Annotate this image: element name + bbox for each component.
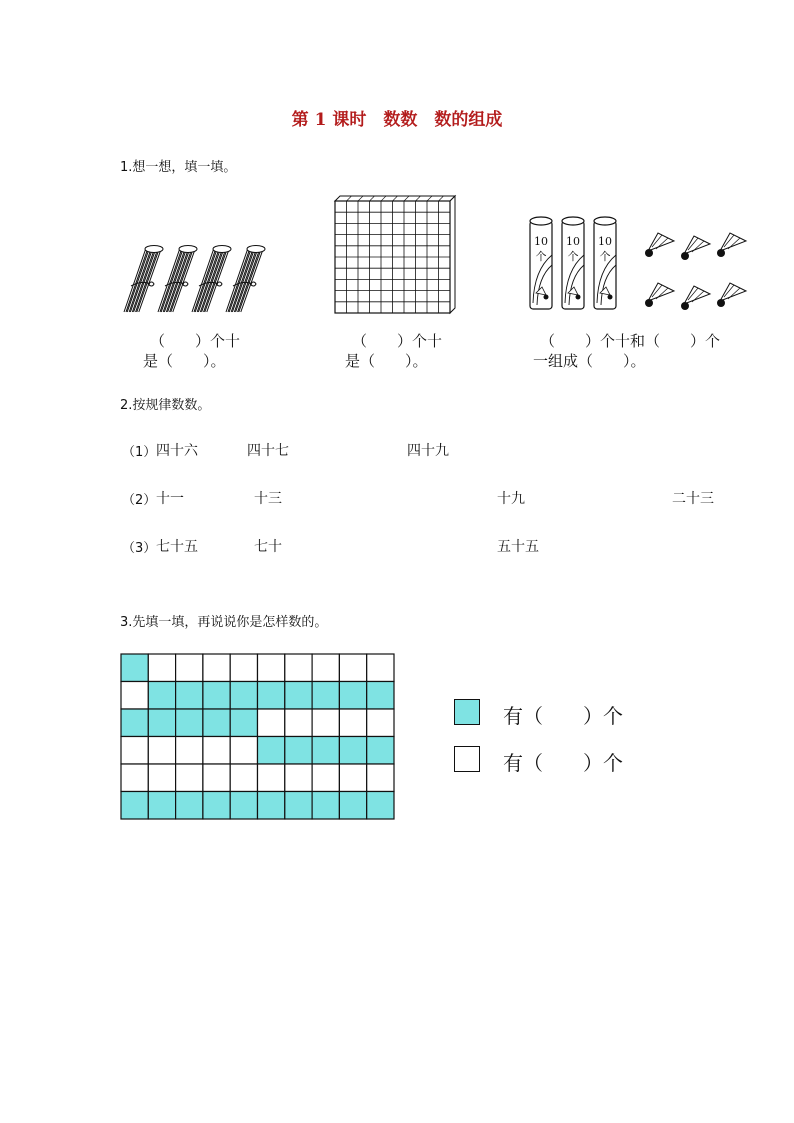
grid-cell-white (203, 764, 230, 792)
grid-cell-white (285, 764, 312, 792)
sequence-1-item: 四十六 (156, 443, 198, 459)
grid-cell-white (203, 654, 230, 682)
grid-cell-colored (121, 792, 148, 820)
grid-cell-white (176, 654, 203, 682)
grid-cell-colored (339, 682, 366, 710)
shuttlecock-tube (530, 217, 552, 309)
grid-cell-colored (176, 792, 203, 820)
grid-cell-colored (312, 682, 339, 710)
q1-caption-2-line-1: （ ）个十 (352, 332, 443, 350)
grid-cell-white (121, 682, 148, 710)
counting-grid (120, 653, 395, 821)
grid-cell-colored (176, 682, 203, 710)
grid-cell-colored (230, 709, 257, 737)
shuttlecock-icon (717, 233, 746, 257)
grid-cell-colored (258, 682, 285, 710)
grid-cell-colored (312, 737, 339, 765)
grid-cell-white (258, 709, 285, 737)
grid-cell-colored (176, 709, 203, 737)
grid-cell-white (339, 709, 366, 737)
grid-cell-colored (285, 682, 312, 710)
sequence-3-label: （3） (122, 541, 157, 556)
sequence-1-item: 四十七 (247, 443, 289, 459)
hundred-block (335, 196, 455, 313)
grid-cell-colored (230, 792, 257, 820)
grid-cell-white (367, 709, 394, 737)
sequence-2-item: 二十三 (672, 491, 714, 507)
q1-caption-2-line-2: 是（ ）。 (345, 352, 428, 370)
shuttlecock-icon (717, 283, 746, 307)
grid-cell-white (230, 654, 257, 682)
sequence-3-item: 五十五 (497, 539, 539, 555)
grid-cell-white (312, 709, 339, 737)
grid-cell-white (367, 654, 394, 682)
stick-bundles-illustration (118, 240, 268, 320)
legend-white-text: 有（ ）个 (503, 751, 623, 775)
tube-label-number: 10 (534, 235, 548, 248)
question-3-heading: 3.先填一填，再说说你是怎样数的。 (120, 615, 328, 630)
sequence-2-item: 十三 (254, 491, 282, 507)
sequence-1-label: （1） (122, 445, 157, 460)
grid-cell-white (258, 654, 285, 682)
loose-shuttlecocks-illustration (638, 228, 753, 313)
q1-caption-1-line-1: （ ）个十 (150, 332, 241, 350)
grid-cell-white (285, 654, 312, 682)
question-2-heading: 2.按规律数数。 (120, 398, 211, 413)
q1-caption-3-line-1: （ ）个十和（ ）个 (540, 332, 721, 350)
grid-cell-colored (121, 654, 148, 682)
grid-cell-colored (148, 792, 175, 820)
question-1-heading: 1.想一想，填一填。 (120, 160, 237, 175)
grid-cell-colored (203, 682, 230, 710)
sequence-2-item: 十一 (156, 491, 184, 507)
legend-colored-text: 有（ ）个 (503, 704, 623, 728)
tube-label-unit: 个 (535, 250, 547, 263)
shuttlecock-icon (681, 236, 710, 260)
sequence-1-item: 四十九 (407, 443, 449, 459)
grid-cell-colored (148, 682, 175, 710)
shuttlecock-tube (562, 217, 584, 309)
tube-label-unit: 个 (599, 250, 611, 263)
grid-cell-colored (203, 792, 230, 820)
stick-bundle (226, 246, 265, 313)
grid-cell-colored (258, 737, 285, 765)
grid-cell-colored (258, 792, 285, 820)
grid-cell-colored (121, 709, 148, 737)
grid-cell-colored (367, 792, 394, 820)
tube-label-number: 10 (566, 235, 580, 248)
grid-cell-white (176, 764, 203, 792)
grid-cell-white (312, 764, 339, 792)
grid-cell-colored (339, 737, 366, 765)
grid-cell-colored (203, 709, 230, 737)
grid-cell-colored (285, 792, 312, 820)
shuttlecock-icon (645, 283, 674, 307)
shuttlecock-icon (645, 233, 674, 257)
grid-cell-colored (230, 682, 257, 710)
q1-caption-3-line-2: 一组成（ ）。 (533, 352, 646, 370)
grid-cell-colored (148, 709, 175, 737)
page-title: 第 1 课时 数数 数的组成 (291, 110, 503, 130)
legend-colored-square (454, 699, 480, 725)
shuttlecock-tubes-illustration (528, 215, 648, 315)
grid-cell-white (339, 654, 366, 682)
grid-cell-white (230, 737, 257, 765)
shuttlecock-icon (681, 286, 710, 310)
sequence-3-item: 七十 (254, 539, 282, 555)
grid-cell-white (148, 737, 175, 765)
sequence-2-item: 十九 (497, 491, 525, 507)
grid-cell-white (367, 764, 394, 792)
grid-cell-white (339, 764, 366, 792)
sequence-3-item: 七十五 (156, 539, 198, 555)
grid-cell-white (121, 764, 148, 792)
grid-cell-colored (339, 792, 366, 820)
hundred-grid-illustration (330, 193, 460, 318)
grid-cell-white (148, 764, 175, 792)
grid-cell-colored (312, 792, 339, 820)
grid-cell-white (312, 654, 339, 682)
legend-white-square (454, 746, 480, 772)
stick-bundle (158, 246, 197, 313)
tube-label-unit: 个 (567, 250, 579, 263)
sequence-2-label: （2） (122, 493, 157, 508)
q1-caption-1-line-2: 是（ ）。 (143, 352, 226, 370)
grid-cell-white (258, 764, 285, 792)
grid-cell-colored (285, 737, 312, 765)
grid-cell-white (176, 737, 203, 765)
grid-cell-white (148, 654, 175, 682)
stick-bundle (124, 246, 163, 313)
grid-cell-white (203, 737, 230, 765)
grid-cell-white (230, 764, 257, 792)
shuttlecock-tube (594, 217, 616, 309)
stick-bundle (192, 246, 231, 313)
grid-cell-white (121, 737, 148, 765)
grid-cell-colored (367, 682, 394, 710)
grid-cell-colored (367, 737, 394, 765)
grid-cell-white (285, 709, 312, 737)
tube-label-number: 10 (598, 235, 612, 248)
